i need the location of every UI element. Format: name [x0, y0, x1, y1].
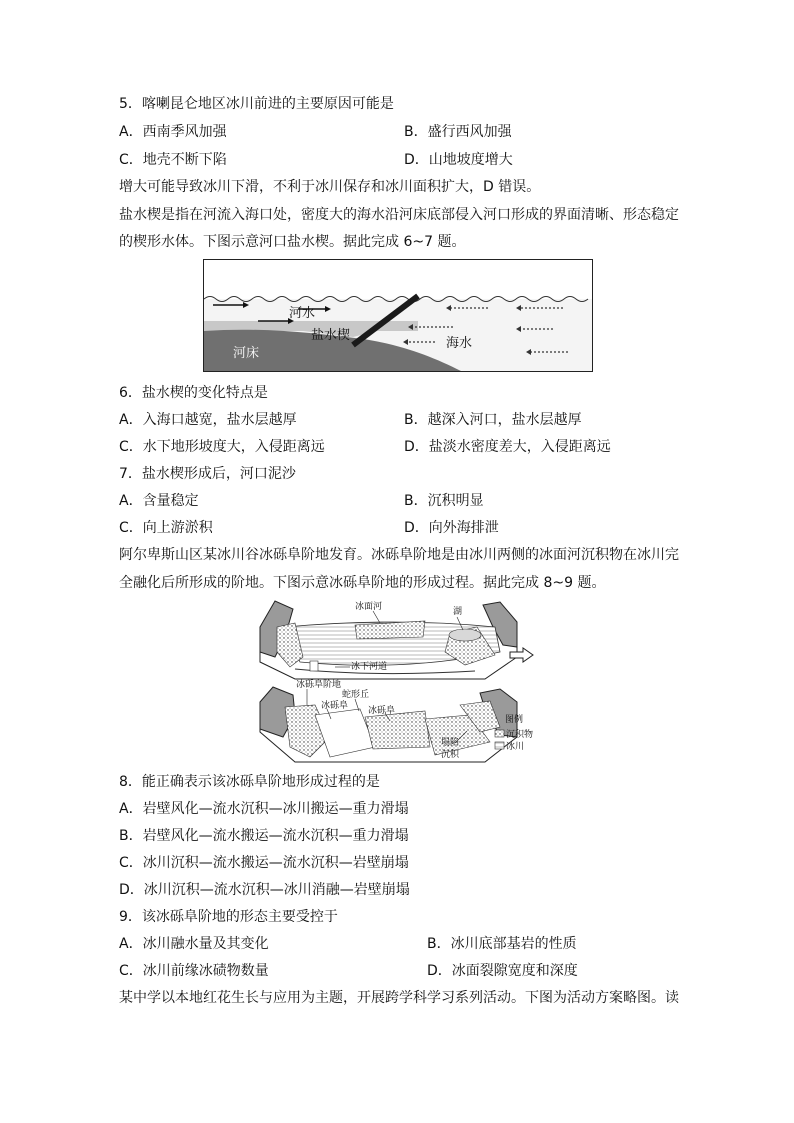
label-esker: 蛇形丘	[342, 690, 370, 700]
q5-option-c: C．地壳不断下陷	[119, 152, 227, 168]
label-collapse-2: 沉积	[441, 750, 460, 760]
q9-option-c: C．冰川前缘冰碛物数量	[119, 963, 269, 979]
q8-option-d: D．冰川沉积—流水沉积—冰川消融—岩壁崩塌	[119, 882, 410, 898]
label-subglacial-channel: 冰下河道	[351, 662, 388, 672]
q9-option-b: B．冰川底部基岩的性质	[427, 936, 577, 952]
label-ice-surface-river: 冰面河	[355, 602, 383, 612]
label-salt-wedge: 盐水楔	[311, 328, 351, 343]
q7-option-c: C．向上游淤积	[119, 520, 213, 536]
label-kame-terrace: 冰砾阜阶地	[296, 680, 342, 690]
intro-salt-wedge-1: 盐水楔是指在河流入海口处，密度大的海水沿河床底部侵入河口形成的界面清晰、形态稳定	[119, 207, 679, 223]
label-lake: 湖	[453, 607, 463, 617]
q7-option-a: A．含量稳定	[119, 493, 199, 509]
q5-stem: 5．喀喇昆仑地区冰川前进的主要原因可能是	[119, 96, 394, 112]
legend-glacier-swatch	[495, 742, 504, 749]
salt-wedge-figure	[203, 259, 593, 372]
legend-glacier: 冰川	[506, 742, 525, 752]
q6-option-b: B．越深入河口，盐水层越厚	[404, 412, 582, 428]
label-kame-left: 冰砾阜	[321, 701, 349, 711]
intro-kame-1: 阿尔卑斯山区某冰川谷冰砾阜阶地发育。冰砾阜阶地是由冰川两侧的冰面河沉积物在冰川完	[119, 547, 679, 563]
q8-stem: 8．能正确表示该冰砾阜阶地形成过程的是	[119, 774, 380, 790]
legend-sediment-swatch	[495, 730, 504, 737]
q8-option-c: C．冰川沉积—流水搬运—流水沉积—岩壁崩塌	[119, 855, 409, 871]
intro-kame-2: 全融化后所形成的阶地。下图示意冰砾阜阶地的形成过程。据此完成 8~9 题。	[119, 575, 606, 591]
q6-stem: 6．盐水楔的变化特点是	[119, 385, 268, 401]
label-kame-right: 冰砾阜	[368, 706, 396, 716]
answer-note: 增大可能导致冰川下滑，不利于冰川保存和冰川面积扩大，D 错误。	[119, 179, 541, 195]
q6-option-c: C．水下地形坡度大，入侵距离远	[119, 439, 325, 455]
label-river-bed: 河床	[233, 346, 260, 361]
q9-option-d: D．冰面裂隙宽度和深度	[427, 963, 578, 979]
intro-safflower: 某中学以本地红花生长与应用为主题，开展跨学科学习系列活动。下图为活动方案略图。读	[119, 990, 679, 1006]
q6-option-d: D．盐淡水密度差大，入侵距离远	[404, 439, 611, 455]
q7-option-b: B．沉积明显	[404, 493, 484, 509]
lower-block	[260, 678, 533, 762]
q9-stem: 9．该冰砾阜阶地的形态主要受控于	[119, 909, 338, 925]
upper-block	[260, 600, 533, 679]
q5-option-a: A．西南季风加强	[119, 124, 227, 140]
intro-salt-wedge-2: 的楔形水体。下图示意河口盐水楔。据此完成 6~7 题。	[119, 234, 466, 250]
label-river-water: 河水	[289, 306, 316, 321]
q7-option-d: D．向外海排泄	[404, 520, 499, 536]
legend-title: 图例	[505, 715, 524, 725]
label-sea-water: 海水	[446, 336, 473, 351]
q7-stem: 7．盐水楔形成后，河口泥沙	[119, 466, 296, 482]
q9-option-a: A．冰川融水量及其变化	[119, 936, 269, 952]
kame-terrace-figure	[255, 597, 540, 765]
label-collapse-1: 塌陷	[441, 738, 460, 748]
legend-sediment: 沉积物	[506, 730, 534, 740]
q6-option-a: A．入海口越宽，盐水层越厚	[119, 412, 297, 428]
q8-option-a: A．岩壁风化—流水沉积—冰川搬运—重力滑塌	[119, 801, 409, 817]
q5-option-d: D．山地坡度增大	[404, 152, 513, 168]
q5-option-b: B．盛行西风加强	[404, 124, 512, 140]
q8-option-b: B．岩壁风化—流水搬运—流水沉积—重力滑塌	[119, 828, 409, 844]
